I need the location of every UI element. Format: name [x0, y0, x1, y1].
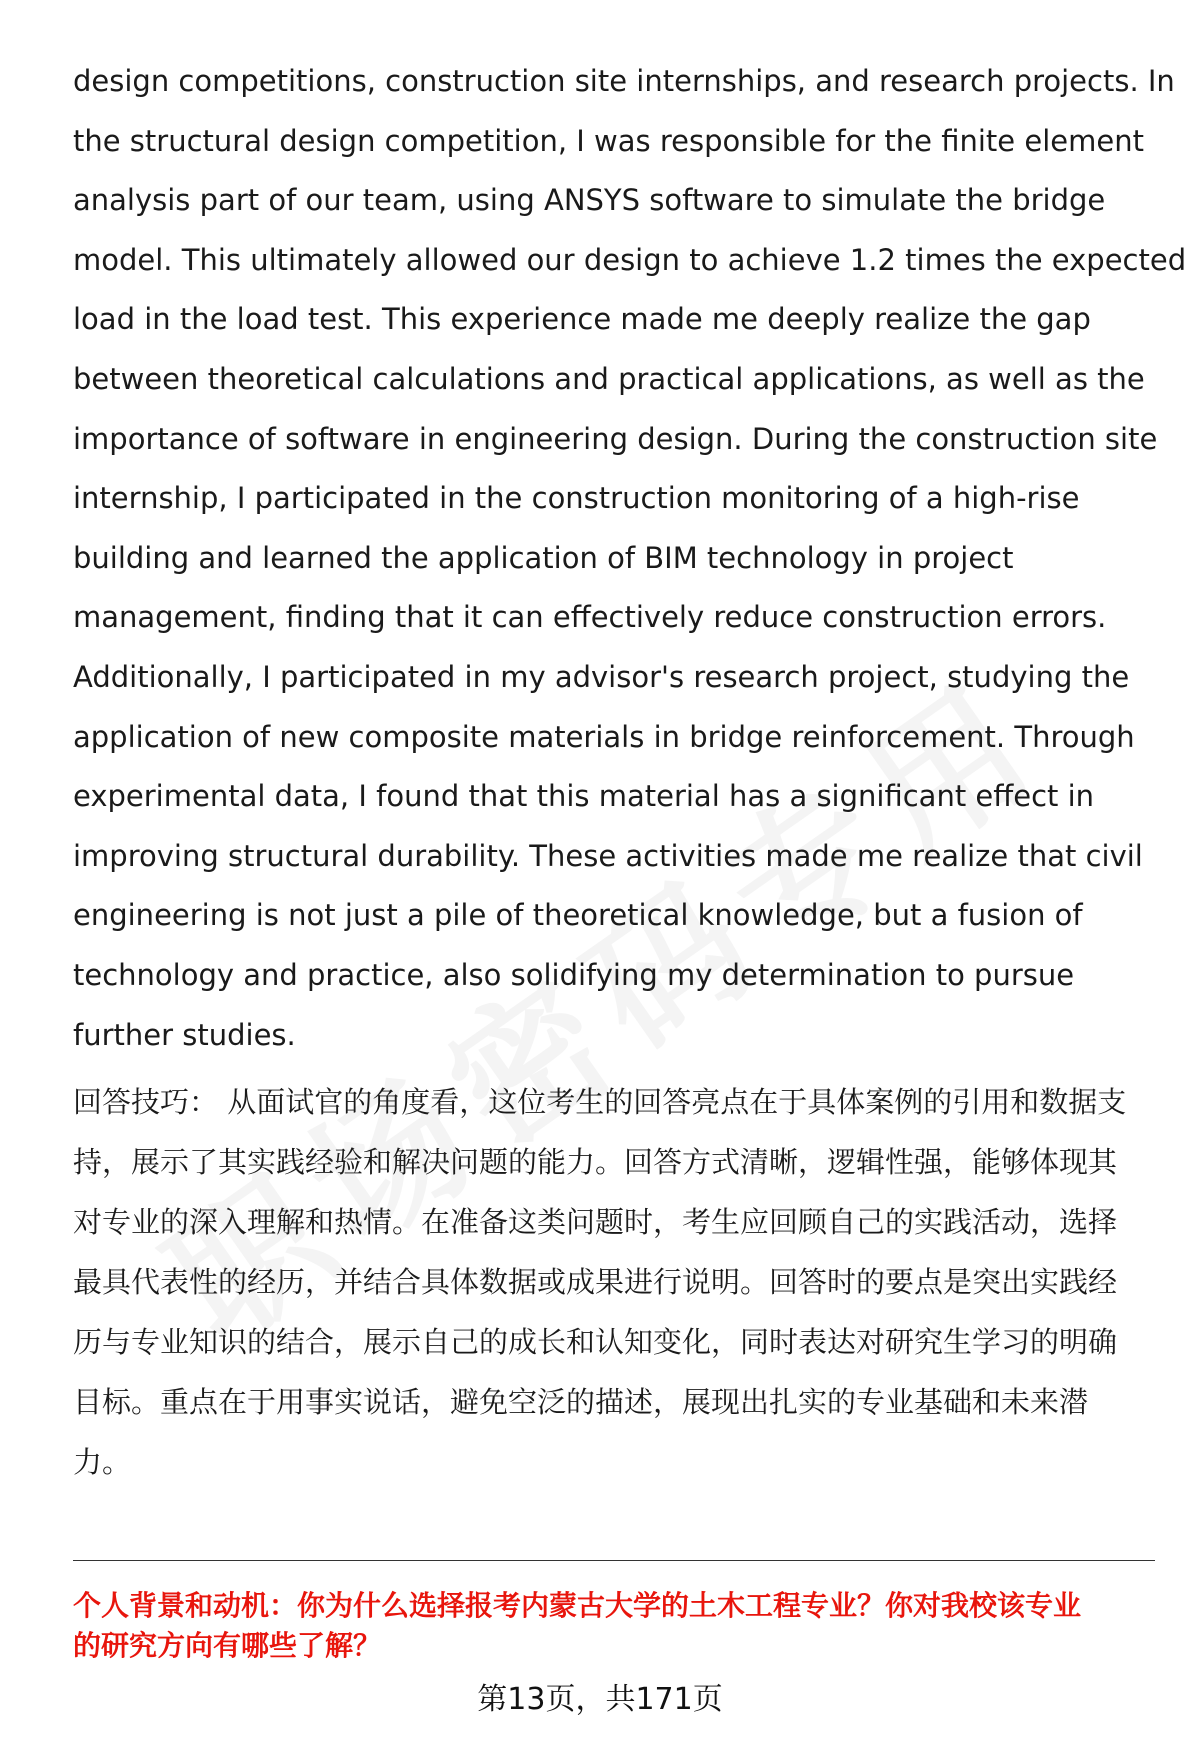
tips-line: 回答技巧： 从面试官的角度看，这位考生的回答亮点在于具体案例的引用和数据支 — [73, 1085, 1127, 1119]
section-divider — [73, 1560, 1155, 1561]
answer-line: model. This ultimately allowed our design to achieve 1.2 times the expected — [73, 242, 1187, 277]
answer-line: experimental data, I found that this material has a significant effect in — [73, 779, 1095, 814]
answer-line: technology and practice, also solidifying my determination to pursue — [73, 957, 1075, 992]
tips-line: 对专业的深入理解和热情。在准备这类问题时，考生应回顾自己的实践活动，选择 — [73, 1205, 1118, 1239]
question-line: 的研究方向有哪些了解？ — [73, 1629, 382, 1662]
tips-line: 最具代表性的经历，并结合具体数据或成果进行说明。回答时的要点是突出实践经 — [73, 1265, 1118, 1299]
answer-line: the structural design competition, I was responsible for the finite element — [73, 123, 1144, 158]
tips-line: 力。 — [73, 1445, 132, 1479]
tips-line: 目标。重点在于用事实说话，避免空泛的描述，展现出扎实的专业基础和未来潜 — [73, 1385, 1089, 1419]
answer-line: further studies. — [73, 1017, 296, 1052]
tips-line: 持，展示了其实践经验和解决问题的能力。回答方式清晰，逻辑性强，能够体现其 — [73, 1145, 1118, 1179]
answer-line: design competitions, construction site internships, and research projects. In — [73, 64, 1175, 98]
answer-line: engineering is not just a pile of theoretical knowledge, but a fusion of — [73, 898, 1083, 933]
tips-line: 历与专业知识的结合，展示自己的成长和认知变化，同时表达对研究生学习的明确 — [73, 1325, 1118, 1359]
answer-line: management, finding that it can effectively reduce construction errors. — [73, 600, 1107, 635]
answer-tips-paragraph — [73, 1072, 1155, 1492]
answer-line: load in the load test. This experience made me deeply realize the gap — [73, 302, 1091, 337]
question-heading — [73, 1586, 1155, 1666]
answer-line: application of new composite materials in bridge reinforcement. Through — [73, 719, 1135, 754]
answer-paragraph — [73, 52, 1187, 1065]
answer-line: internship, I participated in the construction monitoring of a high-rise — [73, 481, 1080, 516]
answer-line: analysis part of our team, using ANSYS software to simulate the bridge — [73, 183, 1106, 218]
answer-line: building and learned the application of BIM technology in project — [73, 540, 1014, 575]
answer-line: between theoretical calculations and practical applications, as well as the — [73, 361, 1145, 396]
answer-line: Additionally, I participated in my advisor's research project, studying the — [73, 659, 1130, 694]
question-line: 个人背景和动机：你为什么选择报考内蒙古大学的土木工程专业？你对我校该专业 — [73, 1589, 1082, 1622]
answer-line: improving structural durability. These activities made me realize that civil — [73, 838, 1143, 873]
answer-line: importance of software in engineering design. During the construction site — [73, 421, 1158, 456]
page-number-footer: 第13页，共171页 — [477, 1682, 723, 1717]
